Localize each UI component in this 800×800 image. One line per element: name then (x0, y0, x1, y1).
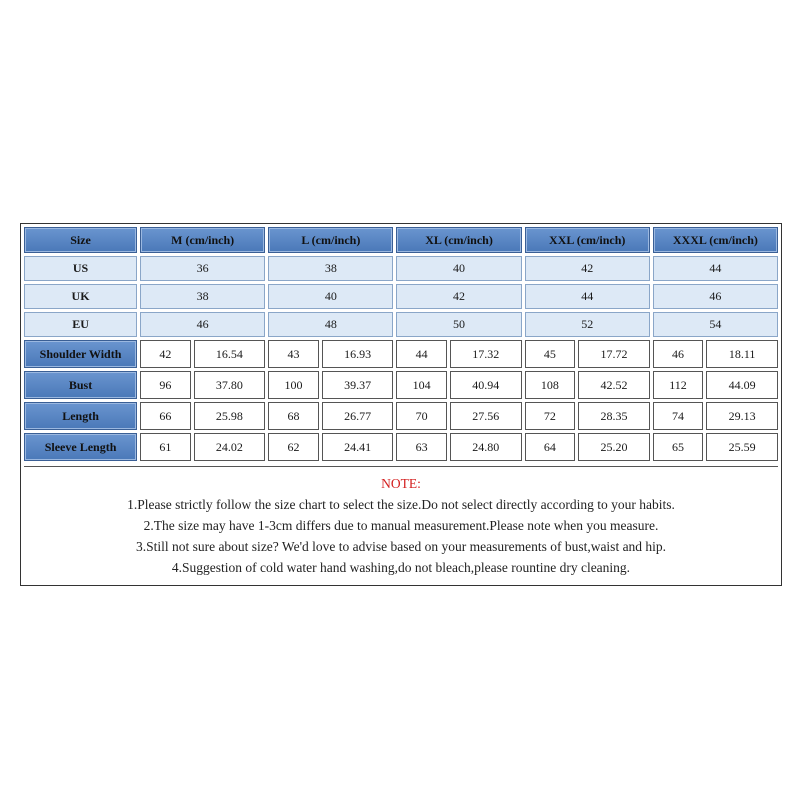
table-cell: 36 (140, 256, 265, 281)
table-cell: 40 (268, 284, 393, 309)
table-cell-inch: 24.80 (450, 433, 522, 461)
table-cell-inch: 26.77 (322, 402, 394, 430)
table-cell-cm: 63 (396, 433, 446, 461)
table-cell-inch: 16.54 (194, 340, 266, 368)
region-row-uk (24, 284, 778, 309)
table-cell: 44 (653, 256, 778, 281)
table-cell-cm: 66 (140, 402, 190, 430)
table-cell-inch: 25.98 (194, 402, 266, 430)
measure-row-shoulder-width (24, 340, 778, 368)
table-cell-cm: 46 (653, 340, 703, 368)
table-cell-inch: 28.35 (578, 402, 650, 430)
note-line-2: 2.The size may have 1-3cm differs due to manual measurement.Please note when you measure. (143, 518, 659, 533)
table-cell: 46 (653, 284, 778, 309)
note-section (24, 466, 778, 582)
column-header-xxl: XXL (cm/inch) (525, 227, 650, 253)
table-cell-inch: 40.94 (450, 371, 522, 399)
table-cell: 52 (525, 312, 650, 337)
table-cell: 44 (525, 284, 650, 309)
table-cell-inch: 25.20 (578, 433, 650, 461)
table-cell-inch: 17.32 (450, 340, 522, 368)
row-label-bust: Bust (24, 371, 137, 399)
table-cell-cm: 100 (268, 371, 318, 399)
table-cell-cm: 64 (525, 433, 575, 461)
size-chart (20, 223, 782, 586)
table-cell-cm: 43 (268, 340, 318, 368)
table-cell-inch: 27.56 (450, 402, 522, 430)
table-cell: 42 (525, 256, 650, 281)
note-line-1: 1.Please strictly follow the size chart to select the size.Do not select directly according to your habits. (127, 497, 675, 512)
table-cell-inch: 29.13 (706, 402, 778, 430)
table-cell-cm: 65 (653, 433, 703, 461)
table-cell: 38 (140, 284, 265, 309)
measure-row-length (24, 402, 778, 430)
row-label-eu: EU (24, 312, 137, 337)
table-cell-cm: 72 (525, 402, 575, 430)
column-header-xxxl: XXXL (cm/inch) (653, 227, 778, 253)
table-cell-inch: 24.41 (322, 433, 394, 461)
note-line-4: 4.Suggestion of cold water hand washing,do not bleach,please rountine dry cleaning. (171, 560, 631, 575)
table-cell-inch: 25.59 (706, 433, 778, 461)
row-label-us: US (24, 256, 137, 281)
table-cell: 54 (653, 312, 778, 337)
table-cell-inch: 17.72 (578, 340, 650, 368)
table-cell-cm: 70 (396, 402, 446, 430)
row-label-sleeve-length: Sleeve Length (24, 433, 137, 461)
table-cell-cm: 62 (268, 433, 318, 461)
row-label-uk: UK (24, 284, 137, 309)
table-cell: 38 (268, 256, 393, 281)
table-cell-cm: 104 (396, 371, 446, 399)
column-header-m: M (cm/inch) (140, 227, 265, 253)
table-cell: 40 (396, 256, 521, 281)
table-cell-cm: 68 (268, 402, 318, 430)
table-cell-inch: 18.11 (706, 340, 778, 368)
table-cell-cm: 96 (140, 371, 190, 399)
table-cell: 50 (396, 312, 521, 337)
table-cell: 46 (140, 312, 265, 337)
table-cell-inch: 24.02 (194, 433, 266, 461)
header-row (24, 227, 778, 253)
table-cell-inch: 44.09 (706, 371, 778, 399)
size-table (21, 224, 781, 464)
note-title: NOTE: (381, 476, 421, 491)
table-cell-inch: 16.93 (322, 340, 394, 368)
row-label-length: Length (24, 402, 137, 430)
table-cell: 42 (396, 284, 521, 309)
region-row-us (24, 256, 778, 281)
corner-header: Size (24, 227, 137, 253)
table-cell-inch: 37.80 (194, 371, 266, 399)
table-cell-cm: 45 (525, 340, 575, 368)
column-header-xl: XL (cm/inch) (396, 227, 521, 253)
table-cell-cm: 74 (653, 402, 703, 430)
table-cell-cm: 42 (140, 340, 190, 368)
table-cell-cm: 61 (140, 433, 190, 461)
region-row-eu (24, 312, 778, 337)
table-cell-inch: 39.37 (322, 371, 394, 399)
measure-row-sleeve-length (24, 433, 778, 461)
table-cell: 48 (268, 312, 393, 337)
measure-row-bust (24, 371, 778, 399)
note-line-3: 3.Still not sure about size? We'd love to advise based on your measurements of bust,waist and hip. (135, 539, 667, 554)
column-header-l: L (cm/inch) (268, 227, 393, 253)
table-cell-cm: 108 (525, 371, 575, 399)
table-cell-inch: 42.52 (578, 371, 650, 399)
table-cell-cm: 44 (396, 340, 446, 368)
table-cell-cm: 112 (653, 371, 703, 399)
row-label-shoulder-width: Shoulder Width (24, 340, 137, 368)
